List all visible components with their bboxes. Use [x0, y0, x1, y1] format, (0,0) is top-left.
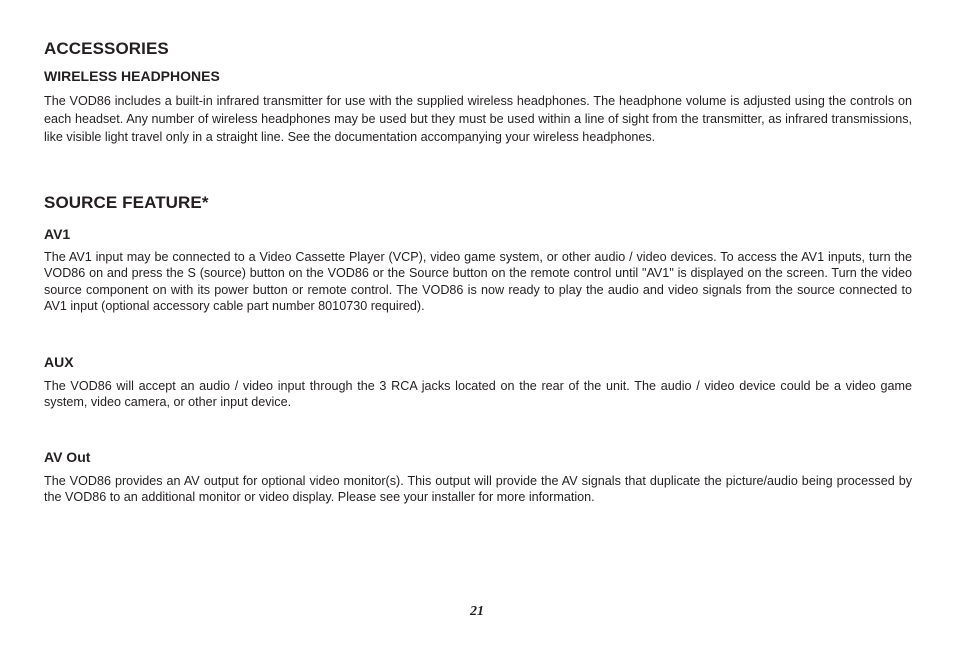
source-feature-heading: SOURCE FEATURE* [44, 193, 209, 212]
wireless-headphones-text: The VOD86 includes a built-in infrared transmitter for use with the supplied wireless headphones. The headphone volume is adjusted using the controls on each headset. Any number of wireless headphones may be used but they must be used within a line of sight from the transmitter, as infrared transmissions, like visible light travel only in a straight line. See the documentation accompanying your wireless headphones. [44, 94, 912, 144]
av1-heading: AV1 [44, 226, 71, 242]
aux-text: The VOD86 will accept an audio / video input through the 3 RCA jacks located on the rear of the unit. The audio / video device could be a video game system, video camera, or other input device. [44, 379, 912, 410]
av-out-text: The VOD86 provides an AV output for optional video monitor(s). This output will provide the AV signals that duplicate the picture/audio being processed by the VOD86 to an additional monitor or video display. Please see your installer for more information. [44, 474, 912, 505]
aux-heading: AUX [44, 354, 74, 370]
av-out-heading: AV Out [44, 449, 91, 465]
wireless-headphones-heading: WIRELESS HEADPHONES [44, 68, 220, 84]
accessories-heading: ACCESSORIES [44, 39, 169, 58]
page-number: 21 [470, 604, 484, 619]
av1-text: The AV1 input may be connected to a Video Cassette Player (VCP), video game system, or other audio / video devices. To access the AV1 inputs, turn the VOD86 on and press the S (source) button on the VOD86 or the Source button on the remote control until "AV1" is displayed on the screen. Turn the video source component on with its power button or remote control. The VOD86 is now ready to play the audio and video signals from the source connected to AV1 input (optional accessory cable part number 8010730 required). [44, 250, 912, 314]
